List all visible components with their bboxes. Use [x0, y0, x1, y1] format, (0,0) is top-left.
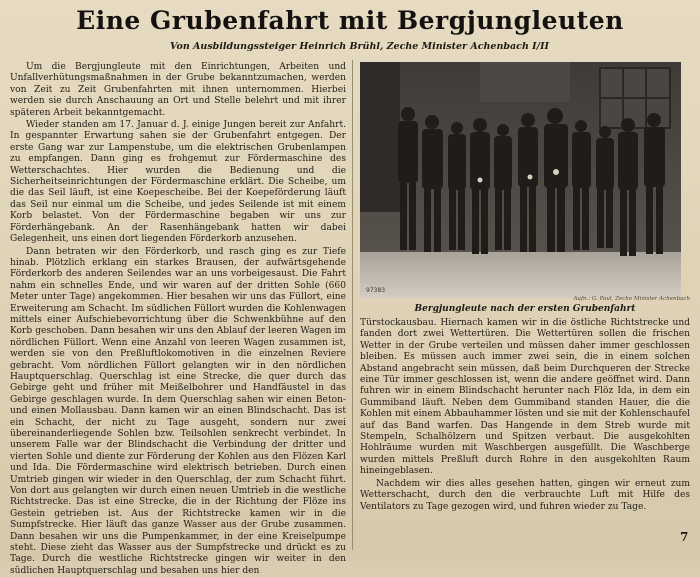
- photo-caption: Bergjungleute nach der ersten Grubenfahrt: [400, 304, 650, 314]
- photo-illustration: [360, 62, 681, 298]
- column-divider: [352, 60, 353, 550]
- photo-credit: Aufn.: G. Paul, Zeche Minister Achenbach: [540, 296, 690, 302]
- photo-stamp: 97383: [366, 287, 385, 294]
- article-right-column: [360, 318, 690, 526]
- article-left-column: [10, 62, 346, 552]
- article-paragraph: Wieder standen am 17. Januar d. J. einige Jungen bereit zur Anfahrt. In gespannter Erwartung sahen sie der Grubenfahrt entgegen. Der erste Gang war zur Lampenstube, um die elektrischen Grubenlampen zu empfangen. Dann ging es frohgemut zur Fördermaschine des Wetterschachtes. Hier wurden die Bedienung und die Sicherheitseinrichtungen der Fördermaschine erklärt. Die Scheibe, um die das Seil läuft, ist eine Koepescheibe. Bei der Koepeförderung läuft das Seil nur einmal um die Scheibe, und jedes Seilende ist mit einem Korb belastet. Von der Fördermaschine begaben wir uns zur Förderhängebank. An der Rasenhängebank hatten wir dabei Gelegenheit, uns einen dort liegenden Förderkorb anzusehen.: [10, 120, 346, 245]
- miners-group-photo: [360, 62, 681, 298]
- article-paragraph: Um die Bergjungleute mit den Einrichtungen, Arbeiten und Unfallverhütungsmaßnahmen in der Grube bekanntzumachen, werden von Zeit zu Zeit Grubenfahrten mit ihnen unternommen. Hierbei werden sie durch Anschauung an Ort und Stelle belehrt und mit ihrer späteren Arbeit bekanntgemacht.: [10, 62, 346, 119]
- page-number: 7: [680, 530, 688, 544]
- article-title: Eine Grubenfahrt mit Bergjungleuten: [0, 6, 700, 35]
- article-paragraph: Dann betraten wir den Förderkorb, und rasch ging es zur Tiefe hinab. Plötzlich erklang ein starkes Brausen, der aufwärtsgehende Förderkorb des anderen Seilendes war an uns vorbeigesaust. Die Fahrt nahm ein schnelles Ende, und wir waren auf der dritten Sohle (660 Meter unter Tage) angekommen. Hier besahen wir uns das Füllort, eine Erweiterung am Schacht. Im südlichen Füllort wurden die Kohlenwagen mittels einer Aufschiebevorrichtung über die Schwenkbühne auf den Korb geschoben. Dann besahen wir uns den Ablauf der leeren Wagen im nördlichen Füllort. Wenn eine Anzahl von leeren Wagen zusammen ist, werden sie von den Preßluftlokomotiven in die einzelnen Reviere gebracht. Vom nördlichen Füllort gelangten wir in den nördlichen Hauptquerschlag. Querschlag ist eine Strecke, die quer durch das Gebirge geht und früher mit Meißelbohrer und Handfäustel in das Gebirge geschlagen wurde. In dem Querschlag sahen wir einen Beton- und einen Mollausbau. Dann kamen wir an einen Blindschacht. Das ist ein Schacht, der nicht zu Tage ausgeht, sondern nur zwei übereinanderliegende Sohlen bzw. Teilsohlen senkrecht verbindet. In unserem Falle war der Blindschacht die Verbindung der dritter und vierten Sohle und diente zur Förderung der Kohlen aus den Flözen Karl und Ida. Die Fördermaschine wird elektrisch betrieben. Durch einen Umtrieb gingen wir wieder in den Querschlag, der zum Schacht führt. Von dort aus gelangten wir durch einen neuen Umtrieb in die westliche Richtstrecke. Das ist eine Strecke, die in der Richtung der Flöze ins Gestein getrieben ist. Aus der Richtstrecke kamen wir in die Sumpfstrecke. Hier läuft das ganze Wasser aus der Grube zusammen. Dann besahen wir uns die Pumpenkammer, in der eine Kreiselpumpe steht. Diese zieht das Wasser aus der Sumpfstrecke und drückt es zu Tage. Durch die westliche Richtstrecke gingen wir weiter in den südlichen Hauptquerschlag und besahen uns hier den: [10, 247, 346, 577]
- article-paragraph: Nachdem wir dies alles gesehen hatten, gingen wir erneut zum Wetterschacht, durch den die verbrauchte Luft mit Hilfe des Ventilators zu Tage gezogen wird, und fuhren wieder zu Tage.: [360, 479, 690, 513]
- article-byline: Von Ausbildungssteiger Heinrich Brühl, Zeche Minister Achenbach I/II: [170, 41, 680, 52]
- article-paragraph: Türstockausbau. Hiernach kamen wir in die östliche Richtstrecke und fanden dort zwei Wettertüren. Die Wettertüren sollen die frischen Wetter in der Grube verteilen und müssen daher immer geschlossen bleiben. Es müssen auch immer zwei sein, die in einem solchen Abstand angebracht sein müssen, daß beim Durchqueren der Strecke eine Tür immer geschlossen ist, wenn die andere geöffnet wird. Dann fuhren wir in einem Blindschacht herunter nach Flöz Ida, in dem ein Gummiband läuft. Neben dem Gummiband standen Hauer, die die Kohlen mit einem Abbauhammer lösten und sie mit der Kohlenschaufel auf das Band warfen. Das Hangende in dem Streb wurde mit Stempeln, Schalhölzern und Spitzen verbaut. Die ausgekohlten Hohlräume wurden mit Waschbergen ausgefüllt. Die Waschberge wurden mittels Preßluft durch Rohre in den ausgekohlten Raum hineingeblasen.: [360, 318, 690, 478]
